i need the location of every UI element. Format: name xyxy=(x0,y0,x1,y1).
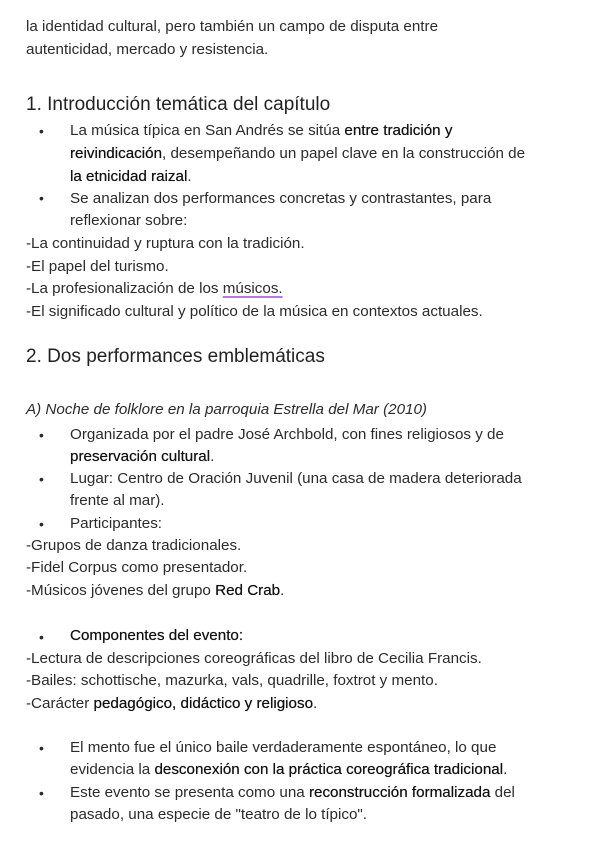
s2-bullet1-line2: preservación cultural. xyxy=(70,448,215,465)
bullet-icon: • xyxy=(39,190,44,206)
s1-bullet2-line2: reflexionar sobre: xyxy=(70,212,188,229)
s2-dash-6: -Carácter pedagógico, didáctico y religioso. xyxy=(26,695,318,712)
s2-bullet1-line1: Organizada por el padre José Archbold, con fines religiosos y de xyxy=(70,426,504,443)
section-2-heading: 2. Dos performances emblemáticas xyxy=(26,346,325,367)
section-1-heading: 1. Introducción temática del capítulo xyxy=(26,94,331,115)
s2-bullet5-line1: El mento fue el único baile verdaderamente espontáneo, lo que xyxy=(70,739,497,756)
bullet-icon: • xyxy=(39,785,44,801)
s2-bullet6-line2: pasado, una especie de "teatro de lo típico". xyxy=(70,806,368,823)
bullet-icon: • xyxy=(39,427,44,443)
s1-bullet1-line2: reivindicación, desempeñando un papel clave en la construcción de xyxy=(70,145,526,162)
s1-dash-4: -El significado cultural y político de la música en contextos actuales. xyxy=(26,303,483,320)
s1-bullet1-line1: La música típica en San Andrés se sitúa entre tradición y xyxy=(70,122,453,139)
s1-dash-1: -La continuidad y ruptura con la tradición. xyxy=(26,235,305,252)
s2-dash-4: -Lectura de descripciones coreográficas del libro de Cecilia Francis. xyxy=(26,650,482,667)
spellcheck-underline: músicos. xyxy=(222,280,283,297)
bullet-icon: • xyxy=(39,471,44,487)
bullet-icon: • xyxy=(39,123,44,139)
s2-dash-5: -Bailes: schottische, mazurka, vals, quadrille, foxtrot y mento. xyxy=(26,672,438,689)
s2-bullet5-line2: evidencia la desconexión con la práctica coreográfica tradicional. xyxy=(70,761,508,778)
intro-line-1: la identidad cultural, pero también un campo de disputa entre xyxy=(26,18,439,35)
bullet-icon: • xyxy=(39,629,44,645)
s2-bullet2-line1: Lugar: Centro de Oración Juvenil (una casa de madera deteriorada xyxy=(70,470,522,487)
bullet-icon: • xyxy=(39,740,44,756)
s2-bullet6-line1: Este evento se presenta como una reconstrucción formalizada del xyxy=(70,784,515,801)
s1-dash-2: -El papel del turismo. xyxy=(26,258,169,275)
intro-line-2: autenticidad, mercado y resistencia. xyxy=(26,41,269,58)
s2-subheading: A) Noche de folklore en la parroquia Estrella del Mar (2010) xyxy=(26,401,427,418)
s2-dash-2: -Fidel Corpus como presentador. xyxy=(26,559,248,576)
s2-dash-3: -Músicos jóvenes del grupo Red Crab. xyxy=(26,582,285,599)
s1-bullet1-line3: la etnicidad raizal. xyxy=(70,168,192,185)
s2-bullet3: Participantes: xyxy=(70,515,163,532)
s1-dash-3: -La profesionalización de los músicos. xyxy=(26,280,283,297)
s2-bullet2-line2: frente al mar). xyxy=(70,492,165,509)
s2-dash-1: -Grupos de danza tradicionales. xyxy=(26,537,242,554)
s1-bullet2-line1: Se analizan dos performances concretas y contrastantes, para xyxy=(70,190,492,207)
bullet-icon: • xyxy=(39,516,44,532)
s2-bullet4: Componentes del evento: xyxy=(70,627,244,644)
